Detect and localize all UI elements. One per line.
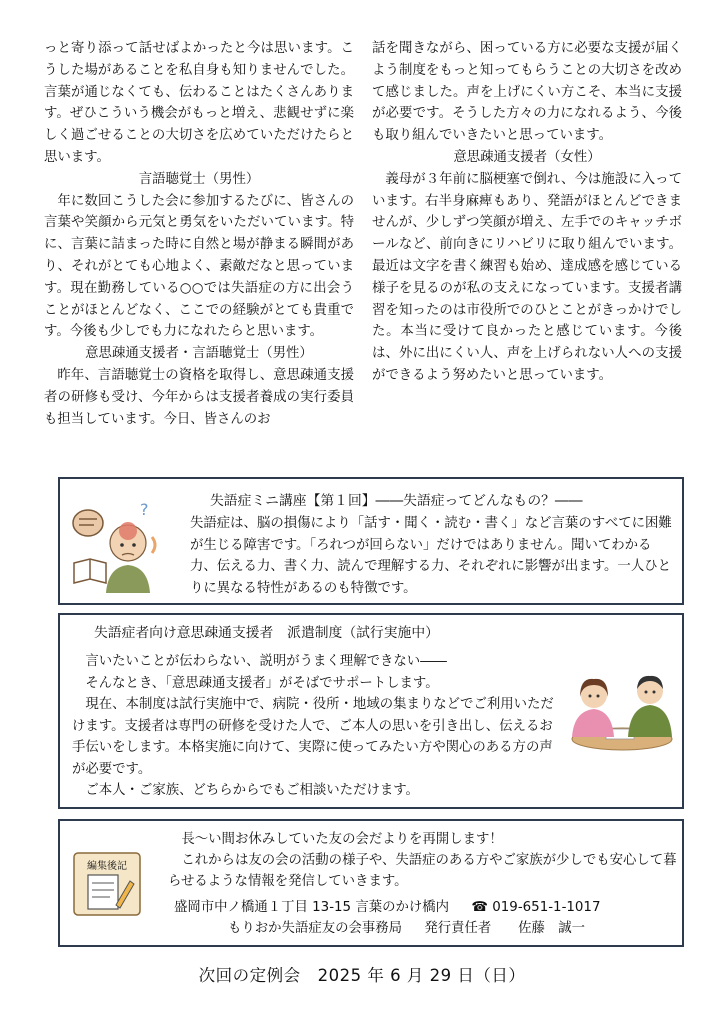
- editors-note-line-1: 長～い間お休みしていた友の会だよりを再開します！: [181, 832, 503, 847]
- next-meeting-date: 次回の定例会 2025 年 6 月 29 日（日）: [198, 966, 526, 985]
- right-column: [372, 38, 682, 387]
- memo-pencil-icon: [72, 851, 142, 917]
- publisher-line: [168, 918, 680, 939]
- dispatch-title: 失語症者向け意思疎通支援者 派遣制度（試行実施中）: [94, 625, 439, 641]
- left-paragraph-2: 年に数回こうした会に参加するたびに、皆さんの言葉や笑顔から元気と勇気をいただいています。特に、言葉に詰まった時に自然と場が静まる瞬間があり、それがとても心地よく、素敵だなと思っています。現在勤務している○○では失語症の方に出会うことがほとんどなく、ここでの経験がとても貴重です。今後も少しでも力になれたらと思います。: [44, 193, 354, 340]
- lecture-body: 失語症は、脳の損傷により「話す・聞く・読む・書く」など言葉のすべてに困難が生じる障害です。「ろれつが回らない」だけではありません。聞いてわかる力、伝える力、書く力、読んで理解する力、それぞれに影響が出ます。一人ひとりに異なる特性があるのも特徴です。: [190, 516, 672, 596]
- editors-note-body: [168, 829, 680, 892]
- editors-note-paragraph: これからは友の会の活動の様子や、失語症のある方やご家族が少しでも安心して暮らせるような情報を発信していきます。: [168, 853, 677, 889]
- dispatch-system-box: [58, 613, 684, 809]
- right-paragraph-1: 話を聞きながら、困っている方に必要な支援が届くよう制度をもっと知ってもらうことの大切さを改めて感じました。声を上げにくい方こそ、本当に支援が必要です。そうした方々の力になれるよう、今後も取り組んでいきたいと思っています。: [372, 41, 682, 144]
- dispatch-line-1: 言いたいことが伝わらない、説明がうまく理解できない――: [85, 654, 447, 669]
- left-column: [44, 38, 354, 430]
- right-paragraph-2: 義母が３年前に脳梗塞で倒れ、今は施設に入っています。右半身麻痺もあり、発語がほとんどできませんが、少しずつ笑顔が増え、左手でのキャッチボールなど、前向きにリハビリに取り組んでいます。最近は文字を書く練習も始め、達成感を感じている様子を見るのが私の支えになっています。支援者講習を知ったのは市役所でのひとことがきっかけでした。本当に受けて良かったと感じています。今後は、外に出にくい人、声を上げられない人への支援ができるよう努めたいと思っています。: [372, 171, 682, 383]
- contact-block: [168, 897, 680, 939]
- left-paragraph-1: っと寄り添って話せばよかったと今は思います。こうした場があることを私自身も知りませんでした。言葉が通じなくても、伝わることはたくさんあります。ぜひこういう機会がもっと増え、悲観せずに楽しく過ごせることの大切さを広めていただけたらと思います。: [44, 41, 354, 165]
- two-people-talking-illustration: [566, 667, 678, 753]
- svg-text:?: ?: [140, 500, 149, 519]
- dispatch-paragraph: 現在、本制度は試行実施中で、病院・役所・地域の集まりなどでご利用いただけます。支援者は専門の研修を受けた人で、ご本人の思いを引き出し、伝えるお手伝いをします。本格実施に向けて、実際に使ってみたい方や関心のある方の声が必要です。: [72, 697, 554, 777]
- office-name: もりおか失語症友の会事務局: [228, 921, 403, 936]
- contact-address: 盛岡市中ノ橋通１丁目 13-15 言葉のかけ橋内: [174, 900, 450, 915]
- speaker-heading-st-male: 言語聴覚士（男性）: [138, 171, 260, 187]
- publisher-name: 発行責任者 佐藤 誠一: [424, 921, 586, 936]
- dispatch-line-2: そんなとき、「意思疎通支援者」がそばでサポートします。: [85, 675, 439, 691]
- editors-note-box: [58, 819, 684, 947]
- contact-phone: ☎ 019-651-1-1017: [471, 900, 601, 915]
- mini-lecture-box: [58, 477, 684, 605]
- contact-line: [168, 897, 680, 918]
- editors-note-badge: 編集後記: [87, 861, 127, 872]
- speaker-heading-supporter-st-male: 意思疎通支援者・言語聴覚士（男性）: [85, 346, 313, 362]
- dispatch-body: [72, 651, 562, 802]
- speaker-heading-supporter-female: 意思疎通支援者（女性）: [453, 149, 601, 165]
- lecture-title: 失語症ミニ講座【第１回】――失語症ってどんなもの？――: [210, 493, 583, 509]
- left-paragraph-3: 昨年、言語聴覚士の資格を取得し、意思疎通支援者の研修も受け、今年からは支援者養成の実行委員も担当しています。今日、皆さんのお: [44, 367, 354, 427]
- elderly-man-thinking-illustration: [66, 497, 166, 593]
- dispatch-line-3: ご本人・ご家族、どちらからでもご相談いただけます。: [85, 783, 419, 798]
